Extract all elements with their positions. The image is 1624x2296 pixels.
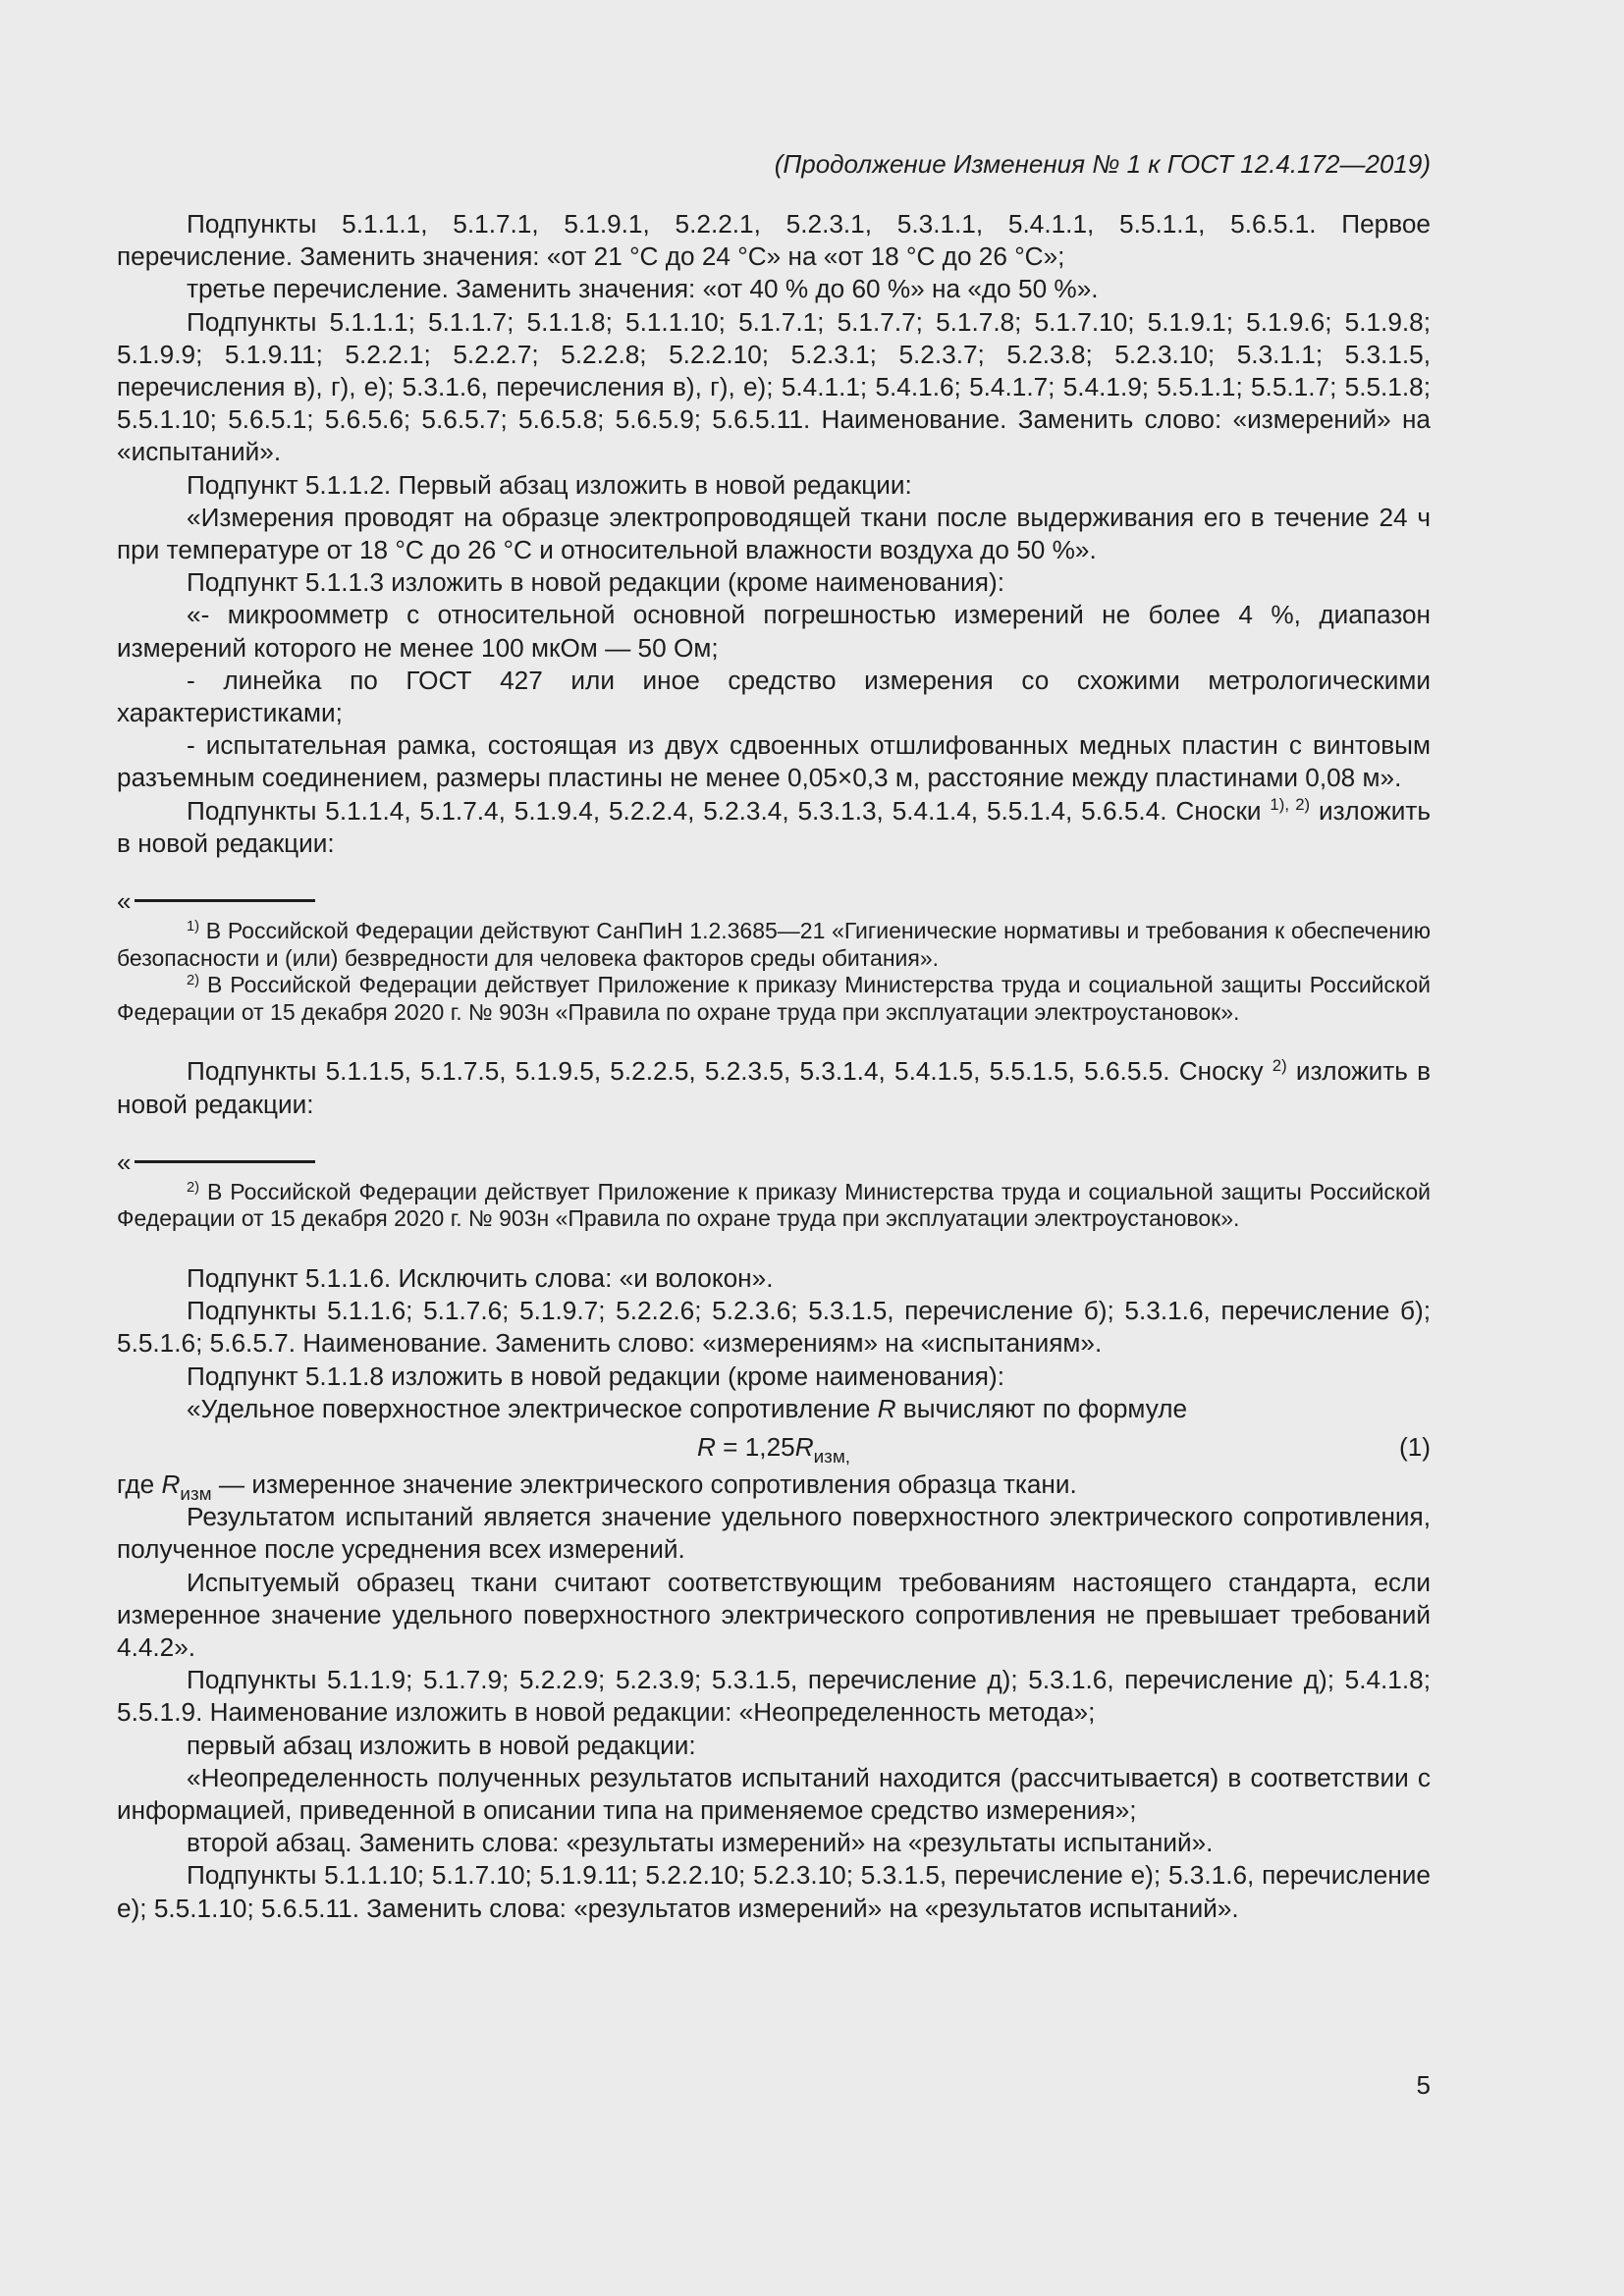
paragraph: Подпункты 5.1.1.1, 5.1.7.1, 5.1.9.1, 5.2.2.1, 5.2.3.1, 5.3.1.1, 5.4.1.1, 5.5.1.1, 5.6.5.1. Первое перечисление. Заменить значения: «от 21 °С до 24 °С» на «от 18 °С до 26 °С»; xyxy=(117,209,1431,272)
paragraph-text: вычисляют по формуле xyxy=(895,1393,1188,1423)
paragraph: второй абзац. Заменить слова: «результаты измерений» на «результаты испытаний». xyxy=(187,1828,1214,1858)
footnote-text: В Российской Федерации действуют СанПиН 1.2.3685—21 «Гигиенические нормативы и требования к обеспечению безопасности и (или) безвредности для человека факторов среды обитания». xyxy=(117,918,1431,971)
paragraph-text: изложить в новой редакции: xyxy=(117,1056,1431,1119)
spacer xyxy=(117,1026,1431,1055)
paragraph: Подпункт 5.1.1.8 изложить в новой редакции (кроме наименования): xyxy=(187,1361,1004,1391)
opening-quote: « xyxy=(117,1147,132,1177)
paragraph: «- микроомметр с относительной основной погрешностью измерений не более 4 %, диапазон измерений которого не менее 100 мкОм — 50 Ом; xyxy=(117,600,1431,663)
footnote-separator xyxy=(117,1147,1431,1179)
paragraph: Подпункты 5.1.1.1; 5.1.1.7; 5.1.1.8; 5.1.1.10; 5.1.7.1; 5.1.7.7; 5.1.7.8; 5.1.7.10; 5.1.9.1; 5.1.9.6; 5.1.9.8; 5.1.9.9; 5.1.9.11; 5.2.2.1; 5.2.2.7; 5.2.2.8; 5.2.2.10; 5.2.3.1; 5.2.3.7; 5.2.3.8; 5.2.3.10; 5.3.1.1; 5.3.1.5, перечисления в), г), е); 5.3.1.6, перечисления в), г), е); 5.4.1.1; 5.4.1.6; 5.4.1.7; 5.4.1.9; 5.5.1.1; 5.5.1.7; 5.5.1.8; 5.5.1.10; 5.6.5.1; 5.6.5.6; 5.6.5.7; 5.6.5.8; 5.6.5.9; 5.6.5.11. Наименование. Заменить слово: «измерений» на «испытаний». xyxy=(117,306,1431,467)
paragraph-text: Подпункты 5.1.1.5, 5.1.7.5, 5.1.9.5, 5.2.2.5, 5.2.3.5, 5.3.1.4, 5.4.1.5, 5.5.1.5, 5.6.5.5. Сноску xyxy=(187,1056,1272,1087)
formula-intro xyxy=(117,1393,1431,1425)
paragraph-text: где xyxy=(117,1469,162,1500)
paragraph: Испытуемый образец ткани считают соответствующим требованиям настоящего стандарта, если измеренное значение удельного поверхностного электрического сопротивления не превышает требований 4.4.2». xyxy=(117,1567,1431,1663)
formula xyxy=(117,1427,1431,1468)
paragraph-text: «Удельное поверхностное электрическое сопротивление xyxy=(187,1393,878,1423)
footnote-reference: 1), 2) xyxy=(1270,795,1311,815)
paragraph: «Неопределенность полученных результатов испытаний находится (рассчитывается) в соответствии с информацией, приведенной в описании типа на применяемое средство измерения»; xyxy=(117,1762,1431,1826)
footnote-separator xyxy=(117,885,1431,918)
paragraph-footnotes-ref xyxy=(117,1055,1431,1120)
paragraph-footnotes-ref xyxy=(117,795,1431,860)
paragraph: Подпункты 5.1.1.10; 5.1.7.10; 5.1.9.11; 5.2.2.10; 5.2.3.10; 5.3.1.5, перечисление е); 5.3.1.6, перечисление е); 5.5.1.10; 5.6.5.11. Заменить слова: «результатов измерений» на «результатов испытаний». xyxy=(117,1860,1431,1923)
paragraph: Подпункт 5.1.1.6. Исключить слова: «и волокон». xyxy=(187,1263,774,1294)
footnote-reference: 2) xyxy=(1272,1056,1287,1076)
footnote-text: В Российской Федерации действует Приложение к приказу Министерства труда и социальной защиты Российской Федерации от 15 декабря 2020 г. № 903н «Правила по охране труда при эксплуатации электроустановок». xyxy=(117,1178,1431,1232)
footnote xyxy=(117,918,1431,972)
paragraph-text: Подпункты 5.1.1.4, 5.1.7.4, 5.1.9.4, 5.2.2.4, 5.2.3.4, 5.3.1.3, 5.4.1.4, 5.5.1.4, 5.6.5.4. Сноски xyxy=(187,795,1271,826)
paragraph: - линейка по ГОСТ 427 или иное средство измерения со схожими метрологическими характеристиками; xyxy=(117,665,1431,728)
formula-number: (1) xyxy=(1398,1432,1431,1463)
formula-operator: = 1,25 xyxy=(715,1432,795,1463)
formula-variable: R xyxy=(161,1469,181,1500)
page-number: 5 xyxy=(1416,2070,1431,2100)
running-header: (Продолжение Изменения № 1 к ГОСТ 12.4.172—2019) xyxy=(774,149,1431,179)
footnote-text: В Российской Федерации действует Приложение к приказу Министерства труда и социальной защиты Российской Федерации от 15 декабря 2020 г. № 903н «Правила по охране труда при эксплуатации электроустановок». xyxy=(117,972,1431,1025)
paragraph: Подпункт 5.1.1.2. Первый абзац изложить в новой редакции: xyxy=(187,469,912,500)
formula-subscript: изм, xyxy=(813,1445,851,1467)
paragraph: Подпункты 5.1.1.9; 5.1.7.9; 5.2.2.9; 5.2.3.9; 5.3.1.5, перечисление д); 5.3.1.6, перечисление д); 5.4.1.8; 5.5.1.9. Наименование изложить в новой редакции: «Неопределенность метода»; xyxy=(117,1665,1431,1728)
paragraph: Подпункты 5.1.1.6; 5.1.7.6; 5.1.9.7; 5.2.2.6; 5.2.3.6; 5.3.1.5, перечисление б); 5.3.1.6, перечисление б); 5.5.1.6; 5.6.5.7. Наименование. Заменить слово: «измерениям» на «испытаниям». xyxy=(117,1296,1431,1359)
paragraph: - испытательная рамка, состоящая из двух сдвоенных отшлифованных медных пластин с винтовым разъемным соединением, размеры пластины не менее 0,05×0,3 м, расстояние между пластинами 0,08 м». xyxy=(117,730,1431,793)
spacer xyxy=(117,1233,1431,1262)
formula-lhs: R xyxy=(696,1432,716,1463)
footnote-rule xyxy=(135,899,315,902)
paragraph-text: — измеренное значение электрического сопротивления образца ткани. xyxy=(211,1469,1077,1500)
opening-quote: « xyxy=(117,886,132,917)
paragraph: третье перечисление. Заменить значения: «от 40 % до 60 %» на «до 50 %». xyxy=(187,274,1099,304)
footnote xyxy=(117,972,1431,1026)
footnote-mark: 1) xyxy=(187,918,200,934)
paragraph-text: изложить в новой редакции: xyxy=(117,795,1431,858)
paragraph: Подпункт 5.1.1.3 изложить в новой редакции (кроме наименования): xyxy=(187,567,1004,598)
paragraph: «Измерения проводят на образце электропроводящей ткани после выдерживания его в течение 24 ч при температуре от 18 °С до 26 °С и относительной влажности воздуха до 50 %». xyxy=(117,502,1431,565)
footnote-mark: 2) xyxy=(187,973,200,989)
formula-explanation xyxy=(117,1468,1431,1504)
paragraph: первый абзац изложить в новой редакции: xyxy=(187,1730,696,1760)
paragraph: Результатом испытаний является значение удельного поверхностного электрического сопротивления, полученное после усреднения всех измерений. xyxy=(117,1502,1431,1565)
formula-variable: R xyxy=(877,1393,896,1423)
formula-expression xyxy=(117,1431,1431,1467)
footnote-mark: 2) xyxy=(187,1179,200,1196)
formula-subscript: изм xyxy=(180,1482,212,1504)
formula-variable: R xyxy=(794,1432,814,1463)
footnote-rule xyxy=(135,1160,315,1163)
document-body xyxy=(117,208,1431,1925)
footnote xyxy=(117,1179,1431,1233)
